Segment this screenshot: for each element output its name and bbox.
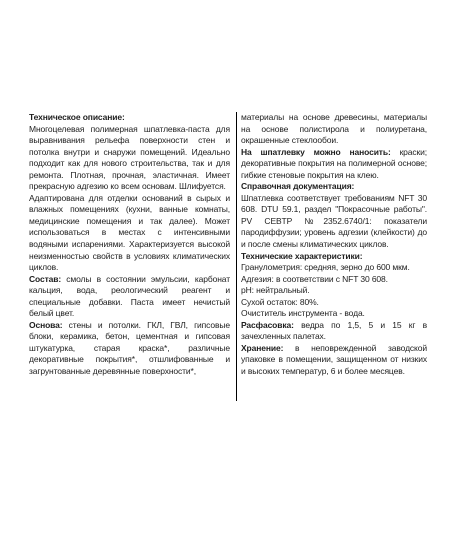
specs-heading: Технические характеристики:: [241, 250, 363, 261]
apply-section: [241, 147, 427, 182]
spec-granulometry: Гранулометрия: средняя, зерно до 600 мкм.: [241, 262, 410, 273]
spec-ph: pH: нейтральный.: [241, 285, 310, 296]
specs-section: [241, 251, 427, 320]
spec-dry-residue: Сухой остаток: 80%.: [241, 296, 319, 307]
storage-heading: Хранение:: [241, 342, 284, 353]
packing-heading: Расфасовка:: [241, 319, 294, 330]
spec-tool-cleaner: Очиститель инструмента - вода.: [241, 308, 365, 319]
tech-description-heading: Техническое описание:: [29, 112, 125, 122]
base-text: стены и потолки. ГКЛ, ГВЛ, гипсовые блоки, керамика, бетон, цементная и гипсовая штукатурка, старая краска*, различные декоративные покрытия*, отшлифованные и загрунтованные деревянные поверхности*,: [29, 319, 230, 377]
reference-section: [241, 181, 427, 250]
composition-heading: Состав:: [29, 273, 62, 284]
base-continued-text: материалы на основе древесины, материалы на основе полистирола и полиуретана, окрашенные стеклообои.: [241, 112, 427, 146]
column-divider: [236, 112, 237, 401]
packing-text: ведра по 1,5, 5 и 15 кг в зачехленных палетах.: [241, 319, 427, 342]
packing-section: [241, 320, 427, 343]
apply-text: краски; декоративные покрытия на полимерной основе; гибкие стеновые покрытия на клею.: [241, 146, 427, 180]
right-column: [241, 112, 427, 378]
tech-description-text: Многоцелевая полимерная шпатлевка-паста для выравнивания рельефа поверхности стен и потолка внутри и снаружи помещений. Идеально подходит как для нового строительства, так и для ремонта. Плотная, прочная, эластичная. Имеет прекрасную адгезию ко всем основам. Шлифуется.: [29, 123, 230, 192]
left-column: [29, 112, 230, 378]
storage-section: [241, 343, 427, 378]
reference-text: Шпатлевка соответствует требованиям NFT 30 608. DTU 59.1, раздел "Покрасочные работы". PV CEBTP №2352.6740/1: показатели пародиффузии; уровень адгезии (клейкости) до и после смены климатических циклов.: [241, 192, 427, 250]
base-section: [29, 320, 230, 378]
base-heading: Основа:: [29, 319, 63, 330]
tech-description-text-2: Адаптирована для отделки оснований в сырых и влажных помещениях (кухни, ванные комнаты, медицинские помещения и так далее). Может использоваться в местах с интенсивными водяными испарениями. Характеризуется высокой неизменностью свойств в условиях климатических циклов.: [29, 192, 230, 273]
reference-heading: Справочная документация:: [241, 181, 355, 192]
spec-adhesion: Адгезия: в соответствии с NFT 30 608.: [241, 273, 388, 284]
composition-section: [29, 274, 230, 320]
composition-text: смолы в состоянии эмульсии, карбонат кальция, вода, реологический реагент и специальные добавки. Паста имеет нечистый белый цвет.: [29, 273, 230, 319]
apply-heading: На шпатлевку можно наносить:: [241, 146, 391, 157]
tech-description-section: [29, 112, 230, 193]
storage-text: в неповрежденной заводской упаковке в помещении, защищенном от низких и высоких температур, 6 и более месяцев.: [241, 342, 427, 377]
